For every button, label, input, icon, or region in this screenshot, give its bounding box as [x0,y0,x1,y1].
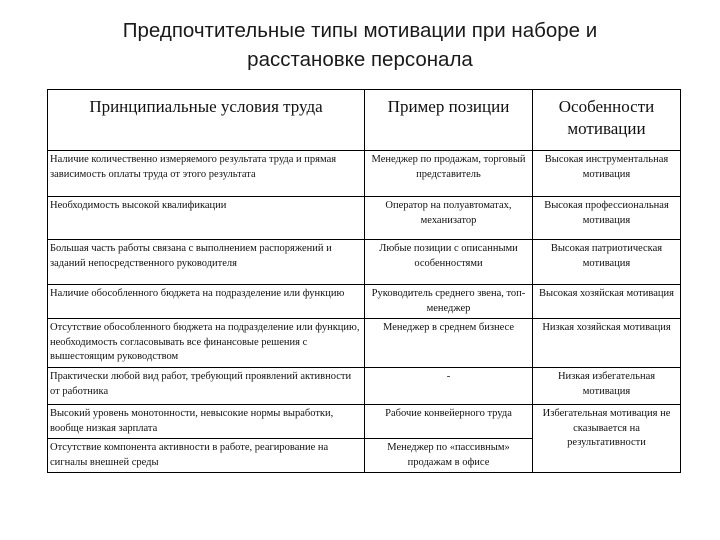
motivation-cell: Высокая профессиональная мотивация [533,197,681,240]
header-conditions: Принципиальные условия труда [48,90,365,151]
table-header-row [48,90,681,151]
header-motivation: Особенности мотивации [533,90,681,151]
page-title [0,16,720,74]
motivation-cell: Высокая инструментальная мотивация [533,151,681,197]
title-line-2: расстановке персонала [247,48,473,71]
position-cell: Любые позиции с описанными особенностями [365,240,533,285]
motivation-cell: Низкая избегательная мотивация [533,368,681,405]
condition-cell: Необходимость высокой квалификации [48,197,365,240]
table-row [48,368,681,405]
table-row [48,151,681,197]
table-row [48,197,681,240]
motivation-cell: Высокая патриотическая мотивация [533,240,681,285]
motivation-cell-merged: Избегательная мотивация не сказывается на результативности [533,405,681,473]
title-line-1: Предпочтительные типы мотивации при наборе и [122,19,598,42]
table-row [48,285,681,319]
position-cell: Рабочие конвейерного труда [365,405,533,439]
table-row [48,405,681,439]
position-cell: - [365,368,533,405]
condition-cell: Наличие обособленного бюджета на подразделение или функцию [48,285,365,319]
motivation-table [47,89,681,473]
condition-cell: Практически любой вид работ, требующий проявлений активности от работника [48,368,365,405]
condition-cell: Наличие количественно измеряемого результата труда и прямая зависимость оплаты труда от этого результата [48,151,365,197]
motivation-cell: Высокая хозяйская мотивация [533,285,681,319]
position-cell: Оператор на полуавтоматах, механизатор [365,197,533,240]
table-row [48,319,681,368]
position-cell: Руководитель среднего звена, топ-менеджер [365,285,533,319]
header-position: Пример позиции [365,90,533,151]
table-row [48,240,681,285]
condition-cell: Высокий уровень монотонности, невысокие нормы выработки, вообще низкая зарплата [48,405,365,439]
position-cell: Менеджер по продажам, торговый представитель [365,151,533,197]
condition-cell: Отсутствие обособленного бюджета на подразделение или функцию, необходимость согласовывать все финансовые решения с вышестоящим руководством [48,319,365,368]
position-cell: Менеджер по «пассивным» продажам в офисе [365,439,533,473]
condition-cell: Отсутствие компонента активности в работе, реагирование на сигналы внешней среды [48,439,365,473]
motivation-cell: Низкая хозяйская мотивация [533,319,681,368]
condition-cell: Большая часть работы связана с выполнением распоряжений и заданий непосредственного руководителя [48,240,365,285]
position-cell: Менеджер в среднем бизнесе [365,319,533,368]
